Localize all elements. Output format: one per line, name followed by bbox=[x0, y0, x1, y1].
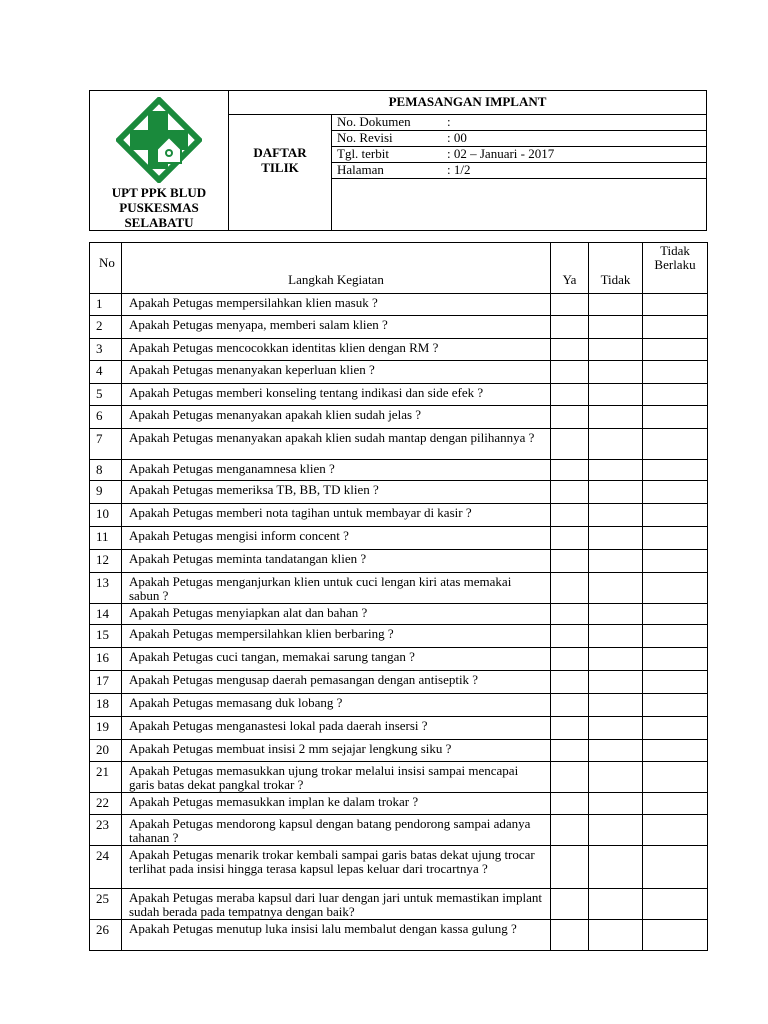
logo-cell bbox=[90, 91, 229, 231]
organization-name bbox=[90, 185, 228, 230]
column-header-tidak: Tidak bbox=[589, 243, 643, 294]
tidak-checkbox-cell[interactable] bbox=[589, 648, 643, 671]
ya-checkbox-cell[interactable] bbox=[551, 460, 589, 481]
org-line-2: PUSKESMAS bbox=[119, 200, 199, 215]
tidak-checkbox-cell[interactable] bbox=[589, 460, 643, 481]
meta-row bbox=[332, 147, 706, 163]
ya-checkbox-cell[interactable] bbox=[551, 294, 589, 316]
ya-checkbox-cell[interactable] bbox=[551, 717, 589, 740]
ya-checkbox-cell[interactable] bbox=[551, 815, 589, 846]
meta-key: No. Dokumen bbox=[332, 115, 442, 131]
ya-checkbox-cell[interactable] bbox=[551, 920, 589, 951]
row-question: Apakah Petugas memasang duk lobang ? bbox=[122, 694, 551, 717]
row-number: 25 bbox=[90, 889, 122, 920]
tidak-berlaku-checkbox-cell[interactable] bbox=[643, 717, 708, 740]
checklist-row bbox=[90, 573, 708, 604]
tidak-berlaku-line-2: Berlaku bbox=[654, 257, 696, 272]
row-question: Apakah Petugas cuci tangan, memakai sarung tangan ? bbox=[122, 648, 551, 671]
meta-key: Halaman bbox=[332, 163, 442, 179]
row-question: Apakah Petugas memberi konseling tentang indikasi dan side efek ? bbox=[122, 384, 551, 406]
row-number: 7 bbox=[90, 429, 122, 460]
tidak-checkbox-cell[interactable] bbox=[589, 573, 643, 604]
meta-value: : 02 – Januari - 2017 bbox=[442, 147, 706, 163]
ya-checkbox-cell[interactable] bbox=[551, 762, 589, 793]
ya-checkbox-cell[interactable] bbox=[551, 361, 589, 384]
checklist-row bbox=[90, 625, 708, 648]
row-number: 22 bbox=[90, 793, 122, 815]
checklist-row bbox=[90, 384, 708, 406]
ya-checkbox-cell[interactable] bbox=[551, 740, 589, 762]
tidak-checkbox-cell[interactable] bbox=[589, 604, 643, 625]
ya-checkbox-cell[interactable] bbox=[551, 671, 589, 694]
tidak-berlaku-checkbox-cell[interactable] bbox=[643, 527, 708, 550]
tidak-berlaku-checkbox-cell[interactable] bbox=[643, 550, 708, 573]
column-header-tidak-berlaku bbox=[643, 243, 708, 294]
tidak-checkbox-cell[interactable] bbox=[589, 717, 643, 740]
column-header-no: No bbox=[90, 243, 122, 294]
row-question: Apakah Petugas mendorong kapsul dengan batang pendorong sampai adanya tahanan ? bbox=[122, 815, 551, 846]
daftar-label: DAFTAR bbox=[253, 145, 307, 160]
row-question: Apakah Petugas menanyakan apakah klien sudah jelas ? bbox=[122, 406, 551, 429]
checklist-row bbox=[90, 740, 708, 762]
row-question: Apakah Petugas memasukkan implan ke dalam trokar ? bbox=[122, 793, 551, 815]
column-header-step: Langkah Kegiatan bbox=[122, 243, 551, 294]
checklist-row bbox=[90, 527, 708, 550]
tidak-checkbox-cell[interactable] bbox=[589, 429, 643, 460]
row-question: Apakah Petugas menyiapkan alat dan bahan ? bbox=[122, 604, 551, 625]
ya-checkbox-cell[interactable] bbox=[551, 846, 589, 889]
tidak-berlaku-checkbox-cell[interactable] bbox=[643, 294, 708, 316]
tidak-berlaku-checkbox-cell[interactable] bbox=[643, 793, 708, 815]
ya-checkbox-cell[interactable] bbox=[551, 384, 589, 406]
tidak-checkbox-cell[interactable] bbox=[589, 406, 643, 429]
tidak-checkbox-cell[interactable] bbox=[589, 740, 643, 762]
row-number: 5 bbox=[90, 384, 122, 406]
row-number: 1 bbox=[90, 294, 122, 316]
checklist-row bbox=[90, 339, 708, 361]
tidak-checkbox-cell[interactable] bbox=[589, 550, 643, 573]
tidak-checkbox-cell[interactable] bbox=[589, 481, 643, 504]
row-number: 4 bbox=[90, 361, 122, 384]
checklist-row bbox=[90, 671, 708, 694]
meta-value: : 1/2 bbox=[442, 163, 706, 179]
row-question: Apakah Petugas menganamnesa klien ? bbox=[122, 460, 551, 481]
tidak-berlaku-checkbox-cell[interactable] bbox=[643, 384, 708, 406]
row-question: Apakah Petugas menutup luka insisi lalu membalut dengan kassa gulung ? bbox=[122, 920, 551, 951]
tidak-checkbox-cell[interactable] bbox=[589, 504, 643, 527]
row-number: 23 bbox=[90, 815, 122, 846]
tidak-berlaku-checkbox-cell[interactable] bbox=[643, 762, 708, 793]
tidak-checkbox-cell[interactable] bbox=[589, 339, 643, 361]
row-question: Apakah Petugas memasukkan ujung trokar melalui insisi sampai mencapai garis batas dekat pangkal trokar ? bbox=[122, 762, 551, 793]
ya-checkbox-cell[interactable] bbox=[551, 504, 589, 527]
ya-checkbox-cell[interactable] bbox=[551, 793, 589, 815]
tidak-checkbox-cell[interactable] bbox=[589, 762, 643, 793]
ya-checkbox-cell[interactable] bbox=[551, 604, 589, 625]
row-question: Apakah Petugas mencocokkan identitas klien dengan RM ? bbox=[122, 339, 551, 361]
tidak-checkbox-cell[interactable] bbox=[589, 846, 643, 889]
tidak-berlaku-checkbox-cell[interactable] bbox=[643, 740, 708, 762]
tidak-checkbox-cell[interactable] bbox=[589, 625, 643, 648]
row-question: Apakah Petugas menganastesi lokal pada daerah insersi ? bbox=[122, 717, 551, 740]
row-question: Apakah Petugas meraba kapsul dari luar dengan jari untuk memastikan implant sudah berada pada tempatnya dengan baik? bbox=[122, 889, 551, 920]
tidak-berlaku-checkbox-cell[interactable] bbox=[643, 406, 708, 429]
ya-checkbox-cell[interactable] bbox=[551, 573, 589, 604]
meta-row bbox=[332, 163, 706, 179]
tidak-berlaku-checkbox-cell[interactable] bbox=[643, 339, 708, 361]
meta-value: : bbox=[442, 115, 706, 131]
checklist-row bbox=[90, 846, 708, 889]
tilik-label: TILIK bbox=[261, 160, 299, 175]
row-number: 16 bbox=[90, 648, 122, 671]
checklist-row bbox=[90, 648, 708, 671]
row-number: 17 bbox=[90, 671, 122, 694]
checklist-row bbox=[90, 316, 708, 339]
row-number: 14 bbox=[90, 604, 122, 625]
row-question: Apakah Petugas menyapa, memberi salam klien ? bbox=[122, 316, 551, 339]
row-question: Apakah Petugas menanyakan keperluan klien ? bbox=[122, 361, 551, 384]
ya-checkbox-cell[interactable] bbox=[551, 648, 589, 671]
meta-key: Tgl. terbit bbox=[332, 147, 442, 163]
row-question: Apakah Petugas meminta tandatangan klien ? bbox=[122, 550, 551, 573]
meta-row bbox=[332, 115, 706, 131]
checklist-row bbox=[90, 762, 708, 793]
meta-value: : 00 bbox=[442, 131, 706, 147]
ya-checkbox-cell[interactable] bbox=[551, 694, 589, 717]
row-number: 6 bbox=[90, 406, 122, 429]
document-type bbox=[229, 115, 332, 231]
ya-checkbox-cell[interactable] bbox=[551, 481, 589, 504]
row-number: 20 bbox=[90, 740, 122, 762]
tidak-berlaku-checkbox-cell[interactable] bbox=[643, 504, 708, 527]
ya-checkbox-cell[interactable] bbox=[551, 429, 589, 460]
tidak-checkbox-cell[interactable] bbox=[589, 527, 643, 550]
ya-checkbox-cell[interactable] bbox=[551, 550, 589, 573]
tidak-checkbox-cell[interactable] bbox=[589, 316, 643, 339]
row-number: 8 bbox=[90, 460, 122, 481]
tidak-checkbox-cell[interactable] bbox=[589, 793, 643, 815]
row-question: Apakah Petugas menarik trokar kembali sampai garis batas dekat ujung trocar terlihat pada insisi hingga terasa kapsul lepas keluar dari trocartnya ? bbox=[122, 846, 551, 889]
row-number: 10 bbox=[90, 504, 122, 527]
ya-checkbox-cell[interactable] bbox=[551, 889, 589, 920]
checklist-body bbox=[90, 294, 708, 951]
row-question: Apakah Petugas menganjurkan klien untuk cuci lengan kiri atas memakai sabun ? bbox=[122, 573, 551, 604]
tidak-berlaku-checkbox-cell[interactable] bbox=[643, 573, 708, 604]
document-meta bbox=[332, 115, 706, 179]
document-title: PEMASANGAN IMPLANT bbox=[229, 91, 707, 115]
row-number: 21 bbox=[90, 762, 122, 793]
tidak-checkbox-cell[interactable] bbox=[589, 815, 643, 846]
checklist-row bbox=[90, 406, 708, 429]
tidak-berlaku-checkbox-cell[interactable] bbox=[643, 846, 708, 889]
checklist-row bbox=[90, 460, 708, 481]
checklist-table bbox=[89, 242, 708, 951]
row-number: 11 bbox=[90, 527, 122, 550]
ya-checkbox-cell[interactable] bbox=[551, 527, 589, 550]
tidak-berlaku-checkbox-cell[interactable] bbox=[643, 648, 708, 671]
column-header-ya: Ya bbox=[551, 243, 589, 294]
tidak-checkbox-cell[interactable] bbox=[589, 294, 643, 316]
checklist-row bbox=[90, 920, 708, 951]
tidak-checkbox-cell[interactable] bbox=[589, 889, 643, 920]
row-question: Apakah Petugas menanyakan apakah klien sudah mantap dengan pilihannya ? bbox=[122, 429, 551, 460]
row-question: Apakah Petugas mempersilahkan klien berbaring ? bbox=[122, 625, 551, 648]
checklist-row bbox=[90, 504, 708, 527]
row-question: Apakah Petugas mengusap daerah pemasangan dengan antiseptik ? bbox=[122, 671, 551, 694]
meta-key: No. Revisi bbox=[332, 131, 442, 147]
row-question: Apakah Petugas memeriksa TB, BB, TD klien ? bbox=[122, 481, 551, 504]
ya-checkbox-cell[interactable] bbox=[551, 339, 589, 361]
row-number: 2 bbox=[90, 316, 122, 339]
row-number: 26 bbox=[90, 920, 122, 951]
row-question: Apakah Petugas mempersilahkan klien masuk ? bbox=[122, 294, 551, 316]
checklist-row bbox=[90, 815, 708, 846]
row-question: Apakah Petugas memberi nota tagihan untuk membayar di kasir ? bbox=[122, 504, 551, 527]
checklist-row bbox=[90, 429, 708, 460]
tidak-checkbox-cell[interactable] bbox=[589, 384, 643, 406]
row-number: 18 bbox=[90, 694, 122, 717]
tidak-berlaku-checkbox-cell[interactable] bbox=[643, 625, 708, 648]
row-number: 15 bbox=[90, 625, 122, 648]
tidak-checkbox-cell[interactable] bbox=[589, 694, 643, 717]
row-number: 24 bbox=[90, 846, 122, 889]
tidak-checkbox-cell[interactable] bbox=[589, 920, 643, 951]
tidak-berlaku-checkbox-cell[interactable] bbox=[643, 361, 708, 384]
tidak-berlaku-checkbox-cell[interactable] bbox=[643, 481, 708, 504]
tidak-berlaku-checkbox-cell[interactable] bbox=[643, 460, 708, 481]
tidak-berlaku-checkbox-cell[interactable] bbox=[643, 889, 708, 920]
row-question: Apakah Petugas mengisi inform concent ? bbox=[122, 527, 551, 550]
tidak-berlaku-checkbox-cell[interactable] bbox=[643, 815, 708, 846]
tidak-berlaku-line-1: Tidak bbox=[660, 243, 690, 258]
tidak-checkbox-cell[interactable] bbox=[589, 361, 643, 384]
document-header bbox=[89, 90, 707, 231]
row-question: Apakah Petugas membuat insisi 2 mm sejajar lengkung siku ? bbox=[122, 740, 551, 762]
tidak-berlaku-checkbox-cell[interactable] bbox=[643, 316, 708, 339]
org-line-1: UPT PPK BLUD bbox=[111, 185, 207, 200]
ya-checkbox-cell[interactable] bbox=[551, 406, 589, 429]
row-number: 9 bbox=[90, 481, 122, 504]
row-number: 19 bbox=[90, 717, 122, 740]
checklist-row bbox=[90, 604, 708, 625]
row-number: 3 bbox=[90, 339, 122, 361]
tidak-berlaku-checkbox-cell[interactable] bbox=[643, 604, 708, 625]
checklist-row bbox=[90, 550, 708, 573]
tidak-berlaku-checkbox-cell[interactable] bbox=[643, 694, 708, 717]
tidak-berlaku-checkbox-cell[interactable] bbox=[643, 920, 708, 951]
row-number: 13 bbox=[90, 573, 122, 604]
checklist-row bbox=[90, 481, 708, 504]
checklist-row bbox=[90, 361, 708, 384]
checklist-row bbox=[90, 793, 708, 815]
ya-checkbox-cell[interactable] bbox=[551, 625, 589, 648]
row-number: 12 bbox=[90, 550, 122, 573]
org-line-3: SELABATU bbox=[124, 215, 194, 230]
checklist-row bbox=[90, 294, 708, 316]
checklist-header-row bbox=[90, 243, 708, 294]
ya-checkbox-cell[interactable] bbox=[551, 316, 589, 339]
tidak-berlaku-checkbox-cell[interactable] bbox=[643, 429, 708, 460]
checklist-row bbox=[90, 889, 708, 920]
meta-row bbox=[332, 131, 706, 147]
checklist-row bbox=[90, 717, 708, 740]
puskesmas-logo-icon bbox=[116, 97, 202, 183]
tidak-berlaku-checkbox-cell[interactable] bbox=[643, 671, 708, 694]
tidak-checkbox-cell[interactable] bbox=[589, 671, 643, 694]
document-meta-cell bbox=[332, 115, 707, 231]
checklist-row bbox=[90, 694, 708, 717]
